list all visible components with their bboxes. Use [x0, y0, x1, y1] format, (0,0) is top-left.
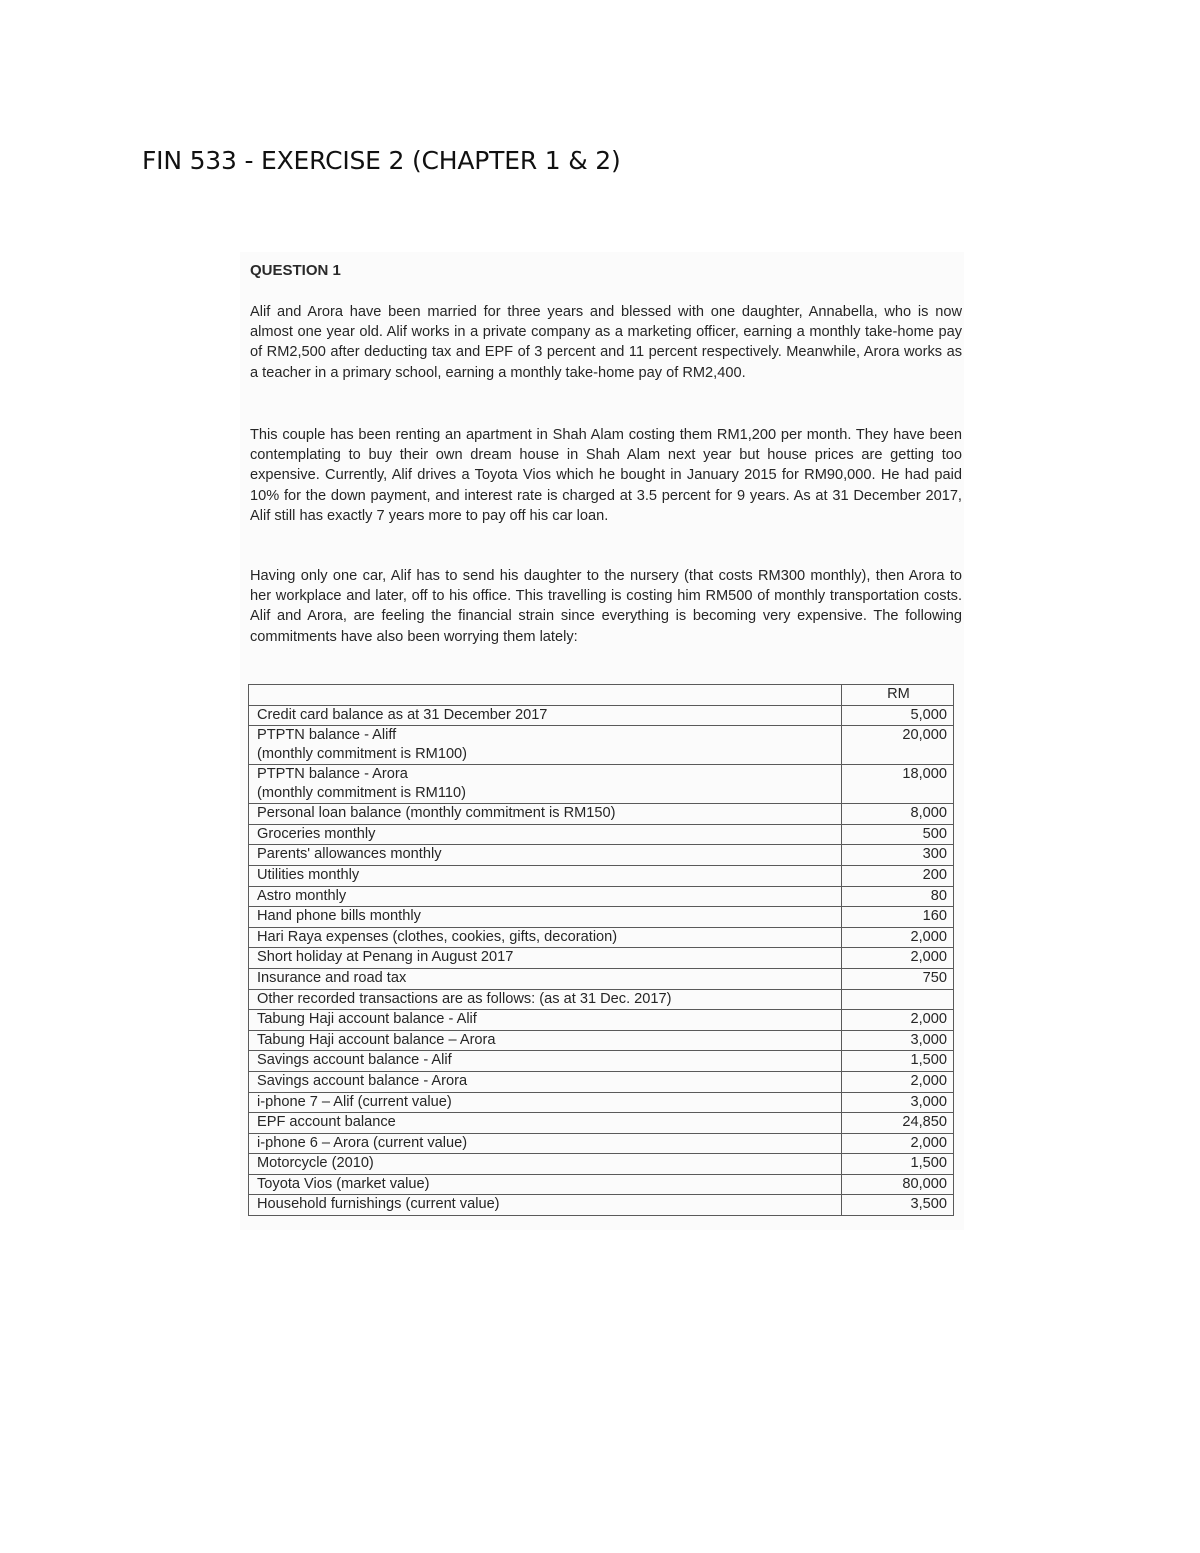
row-amount: 500 — [842, 824, 954, 845]
row-amount: 20,000 — [842, 726, 954, 765]
table-row — [249, 1195, 954, 1216]
row-item-label: Insurance and road tax — [257, 969, 407, 986]
table-row — [249, 705, 954, 726]
row-item-cell — [249, 1195, 842, 1216]
table-row — [249, 1113, 954, 1134]
table-row — [249, 824, 954, 845]
row-amount: 2,000 — [842, 1010, 954, 1031]
table-row — [249, 804, 954, 825]
row-item-cell — [249, 705, 842, 726]
row-item-cell — [249, 726, 842, 765]
row-item-cell — [249, 824, 842, 845]
row-item-cell — [249, 948, 842, 969]
row-amount: 18,000 — [842, 765, 954, 804]
table-row — [249, 907, 954, 928]
row-amount: 200 — [842, 865, 954, 886]
table-row — [249, 1092, 954, 1113]
row-item-label: EPF account balance — [257, 1114, 396, 1131]
row-amount: 3,000 — [842, 1092, 954, 1113]
table-row — [249, 927, 954, 948]
row-item-cell — [249, 765, 842, 804]
row-amount: 2,000 — [842, 1071, 954, 1092]
table-row — [249, 765, 954, 804]
row-item-label: Parents' allowances monthly — [257, 846, 442, 863]
row-item-label: Hari Raya expenses (clothes, cookies, gifts, decoration) — [257, 928, 618, 945]
row-amount: 2,000 — [842, 927, 954, 948]
row-item-cell — [249, 1113, 842, 1134]
question-heading: QUESTION 1 — [250, 262, 341, 279]
row-item-label: Short holiday at Penang in August 2017 — [257, 949, 514, 966]
row-amount: 1,500 — [842, 1154, 954, 1175]
row-item-label: PTPTN balance - Aliff — [257, 727, 397, 744]
row-item-label: Personal loan balance (monthly commitment is RM150) — [257, 805, 616, 822]
row-item-note: (monthly commitment is RM110) — [257, 785, 466, 802]
row-amount: 3,000 — [842, 1030, 954, 1051]
paragraph-transport: Having only one car, Alif has to send his daughter to the nursery (that costs RM300 monthly), then Arora to her workplace and later, off to his office. This travelling is costing him RM500 of monthly transportation costs. Alif and Arora, are feeling the financial strain since everything is becoming very expensive. The following commitments have also been worrying them lately: — [250, 568, 962, 645]
table-body — [249, 705, 954, 1215]
row-item-cell — [249, 1092, 842, 1113]
paragraph-housing-car: This couple has been renting an apartment in Shah Alam costing them RM1,200 per month. They have been contemplating to buy their own dream house in Shah Alam next year but house prices are getting too expensive. Currently, Alif drives a Toyota Vios which he bought in January 2015 for RM90,000. He had paid 10% for the down payment, and interest rate is charged at 3.5 percent for 9 years. As at 31 December 2017, Alif still has exactly 7 years more to pay off his car loan. — [250, 427, 962, 524]
table-header-row — [249, 685, 954, 706]
row-amount: 750 — [842, 968, 954, 989]
row-amount: 24,850 — [842, 1113, 954, 1134]
row-item-label: Tabung Haji account balance - Alif — [257, 1011, 477, 1028]
row-item-cell — [249, 845, 842, 866]
row-item-cell — [249, 1174, 842, 1195]
table-row — [249, 865, 954, 886]
table-row — [249, 948, 954, 969]
table-row — [249, 1051, 954, 1072]
row-item-cell — [249, 1030, 842, 1051]
row-item-note: (monthly commitment is RM100) — [257, 746, 468, 763]
row-item-label: Savings account balance - Alif — [257, 1052, 452, 1069]
row-amount: 5,000 — [842, 705, 954, 726]
row-item-label: i-phone 6 – Arora (current value) — [257, 1134, 468, 1151]
row-item-label: PTPTN balance - Arora — [257, 766, 408, 783]
row-amount: 2,000 — [842, 948, 954, 969]
table-row — [249, 845, 954, 866]
row-amount: 300 — [842, 845, 954, 866]
row-item-label: Hand phone bills monthly — [257, 908, 421, 925]
table-row — [249, 1174, 954, 1195]
row-item-cell — [249, 865, 842, 886]
row-amount: 3,500 — [842, 1195, 954, 1216]
row-amount: 8,000 — [842, 804, 954, 825]
row-item-cell — [249, 804, 842, 825]
row-item-cell — [249, 1051, 842, 1072]
row-item-label: Utilities monthly — [257, 866, 360, 883]
row-item-label: Household furnishings (current value) — [257, 1196, 500, 1213]
row-item-label: Savings account balance - Arora — [257, 1072, 468, 1089]
row-item-label: Tabung Haji account balance – Arora — [257, 1031, 496, 1048]
row-item-label: Credit card balance as at 31 December 2017 — [257, 706, 548, 723]
table-row — [249, 989, 954, 1010]
row-item-label: i-phone 7 – Alif (current value) — [257, 1093, 452, 1110]
row-amount: 160 — [842, 907, 954, 928]
row-item-cell — [249, 989, 842, 1010]
table-row — [249, 1071, 954, 1092]
row-item-cell — [249, 886, 842, 907]
row-item-cell — [249, 1010, 842, 1031]
table-row — [249, 1030, 954, 1051]
row-amount: 80,000 — [842, 1174, 954, 1195]
commitments-table — [248, 684, 954, 1216]
row-item-cell — [249, 1154, 842, 1175]
row-amount: 1,500 — [842, 1051, 954, 1072]
row-amount: 80 — [842, 886, 954, 907]
row-item-cell — [249, 1071, 842, 1092]
row-item-cell — [249, 907, 842, 928]
row-item-cell — [249, 968, 842, 989]
header-item — [249, 685, 842, 706]
table-row — [249, 968, 954, 989]
row-item-cell — [249, 927, 842, 948]
table-row — [249, 1010, 954, 1031]
table-row — [249, 886, 954, 907]
row-amount — [842, 989, 954, 1010]
table-row — [249, 1154, 954, 1175]
row-amount: 2,000 — [842, 1133, 954, 1154]
row-item-cell — [249, 1133, 842, 1154]
page-title: FIN 533 - EXERCISE 2 (CHAPTER 1 & 2) — [142, 146, 621, 175]
table-row — [249, 726, 954, 765]
header-rm: RM — [842, 685, 954, 706]
paragraph-income: Alif and Arora have been married for three years and blessed with one daughter, Annabella, who is now almost one year old. Alif works in a private company as a marketing officer, earning a monthly take-home pay of RM2,500 after deducting tax and EPF of 3 percent and 11 percent respectively. Meanwhile, Arora works as a teacher in a primary school, earning a monthly take-home pay of RM2,400. — [250, 304, 962, 381]
row-item-label: Astro monthly — [257, 887, 347, 904]
row-item-label: Other recorded transactions are as follows: (as at 31 Dec. 2017) — [257, 990, 672, 1007]
row-item-label: Groceries monthly — [257, 825, 376, 842]
row-item-label: Motorcycle (2010) — [257, 1155, 374, 1172]
row-item-label: Toyota Vios (market value) — [257, 1175, 430, 1192]
table-row — [249, 1133, 954, 1154]
